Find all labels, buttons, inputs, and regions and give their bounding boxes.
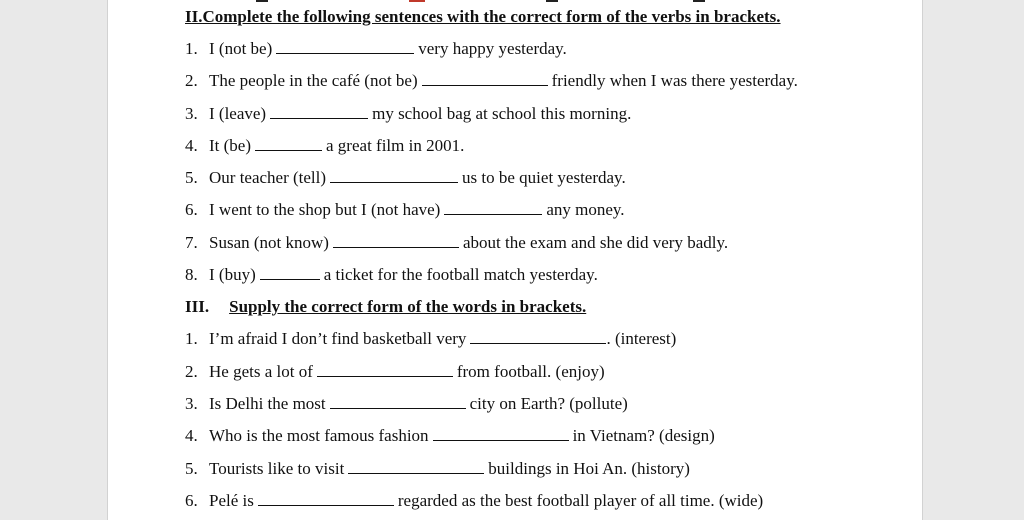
exercise-item: 4. It (be) a great film in 2001.	[185, 135, 465, 155]
answer-blank[interactable]	[258, 491, 394, 506]
answer-blank[interactable]	[333, 233, 459, 248]
section-3-heading	[185, 297, 905, 317]
answer-blank[interactable]	[330, 168, 458, 183]
answer-blank[interactable]	[422, 71, 548, 86]
section-3-title: Supply the correct form of the words in brackets.	[229, 297, 587, 317]
exercise-item: 3. I (leave) my school bag at school this morning.	[185, 103, 632, 123]
exercise-item: 6. I went to the shop but I (not have) any money.	[185, 200, 625, 220]
exercise-item: 4. Who is the most famous fashion in Vietnam? (design)	[185, 426, 715, 446]
answer-blank[interactable]	[255, 136, 322, 151]
exercise-item: 7. Susan (not know) about the exam and she did very badly.	[185, 232, 729, 252]
section-2-number: II.	[185, 7, 203, 26]
exercise-item: 5. Our teacher (tell) us to be quiet yesterday.	[185, 168, 626, 188]
exercise-item: 2. He gets a lot of from football. (enjoy)	[185, 361, 605, 381]
answer-blank[interactable]	[348, 459, 484, 474]
section-3-number: III.	[185, 297, 210, 317]
exercise-item: 1. I (not be) very happy yesterday.	[185, 39, 567, 58]
worksheet-content	[185, 7, 905, 520]
answer-blank[interactable]	[330, 394, 466, 409]
section-2-title: Complete the following sentences with the correct form of the verbs in brackets.	[202, 7, 781, 26]
answer-blank[interactable]	[444, 200, 542, 215]
answer-blank[interactable]	[276, 39, 414, 54]
document-page	[107, 0, 923, 520]
exercise-item: 2. The people in the café (not be) friendly when I was there yesterday.	[185, 71, 798, 91]
exercise-item: 1. I’m afraid I don’t find basketball very . (interest)	[185, 329, 677, 349]
exercise-item: 8. I (buy) a ticket for the football match yesterday.	[185, 265, 598, 285]
exercise-item: 3. Is Delhi the most city on Earth? (pollute)	[185, 393, 628, 413]
answer-blank[interactable]	[260, 265, 320, 280]
exercise-item: 6. Pelé is regarded as the best football player of all time. (wide)	[185, 490, 764, 510]
answer-blank[interactable]	[270, 104, 368, 119]
section-2-heading	[185, 7, 905, 27]
previous-line-fragment	[108, 0, 922, 4]
answer-blank[interactable]	[317, 362, 453, 377]
answer-blank[interactable]	[470, 329, 606, 344]
answer-blank[interactable]	[433, 426, 569, 441]
exercise-item: 5. Tourists like to visit buildings in Hoi An. (history)	[185, 458, 690, 478]
